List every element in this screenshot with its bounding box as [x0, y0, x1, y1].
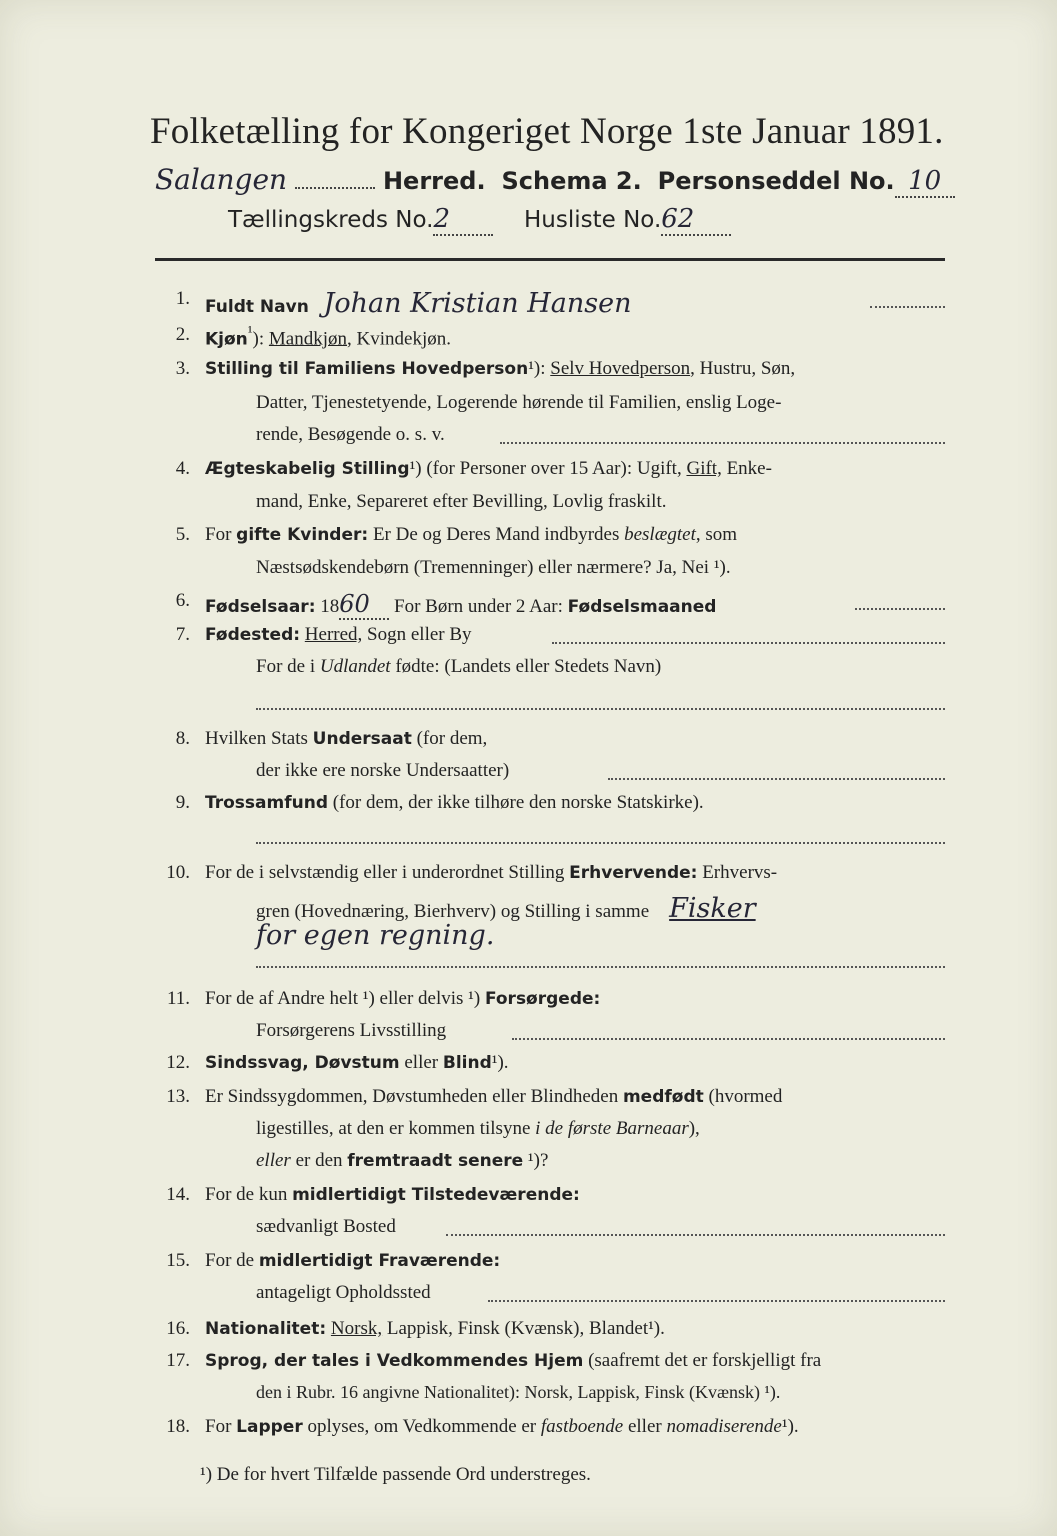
footnote: ¹) De for hvert Tilfælde passende Ord understreges.	[200, 1464, 591, 1485]
herred-label: Herred.	[382, 167, 486, 195]
personseddel-label: Personseddel No.	[657, 167, 895, 195]
sup-mark: ¹	[247, 324, 253, 341]
item-2-label: Kjøn	[205, 329, 248, 350]
item-4-label: Ægteskabelig Stilling	[205, 459, 410, 479]
item-text: i de første Barneaar	[535, 1118, 689, 1139]
item-10-label: Erhvervende:	[569, 863, 698, 883]
item-text: er den	[290, 1150, 348, 1171]
herred-value: Salangen	[155, 163, 288, 196]
item-2-selected: Mandkjøn	[268, 328, 348, 350]
item-text: 18	[315, 596, 340, 617]
item-11-line	[205, 988, 600, 1010]
item-number: 2.	[175, 324, 190, 345]
item-17-line2: den i Rubr. 16 angivne Nationalitet): Norsk, Lappisk, Finsk (Kvænsk) ¹).	[256, 1382, 781, 1402]
item-7-line	[205, 624, 472, 646]
item-12-line	[205, 1052, 509, 1074]
item-4-line2: mand, Enke, Separeret efter Bevilling, Lovlig fraskilt.	[256, 491, 667, 512]
item-number: 17.	[166, 1350, 190, 1371]
item-text: , Kvindekjøn.	[347, 328, 451, 350]
item-number: 7.	[175, 624, 190, 645]
item-13-label: medfødt	[622, 1087, 704, 1107]
kreds-value: 2	[433, 204, 493, 236]
fill-line	[256, 842, 945, 844]
item-text: Hvilken Stats	[205, 728, 313, 749]
item-text: Enke-	[721, 458, 772, 479]
item-9-label: Trossamfund	[205, 793, 328, 813]
item-13-line	[205, 1086, 782, 1108]
form-title: Folketælling for Kongeriget Norge 1ste Januar 1891.	[150, 111, 944, 152]
fill-line	[608, 778, 945, 780]
item-14-label: midlertidigt Tilstedeværende:	[292, 1185, 580, 1205]
item-text: Erhvervs-	[697, 862, 778, 883]
item-text: ¹).	[781, 1416, 799, 1437]
fill-line	[870, 306, 945, 308]
item-number: 5.	[175, 524, 190, 545]
item-text: eller	[256, 1150, 291, 1171]
item-3-line	[205, 358, 795, 380]
item-16-line	[205, 1318, 665, 1340]
item-number: 18.	[166, 1416, 190, 1437]
item-text: ),	[688, 1118, 700, 1139]
item-2-line	[205, 324, 451, 350]
husliste-value: 62	[661, 204, 731, 236]
item-4-selected: Gift,	[686, 458, 722, 479]
fill-line	[552, 642, 945, 644]
item-text: Sogn eller By	[362, 624, 472, 645]
fill-line	[488, 1300, 945, 1302]
item-number: 6.	[175, 590, 190, 611]
item-text: Udlandet	[319, 656, 391, 677]
fill-line	[500, 442, 945, 444]
item-text: eller	[399, 1052, 443, 1073]
item-text: For de af Andre helt ¹) eller delvis ¹)	[205, 988, 485, 1009]
item-number: 1.	[175, 288, 190, 309]
item-10-line	[205, 862, 777, 884]
item-8-line	[205, 728, 487, 750]
item-6-label2: Fødselsmaaned	[567, 597, 717, 617]
item-number: 3.	[175, 358, 190, 379]
item-number: 14.	[166, 1184, 190, 1205]
kreds-label: Tællingskreds No.	[228, 207, 434, 233]
item-3-line2: Datter, Tjenestetyende, Logerende hørende til Familien, enslig Loge-	[256, 392, 782, 413]
kreds-row	[228, 204, 928, 244]
item-14-line	[205, 1184, 580, 1206]
item-13-line2	[256, 1118, 700, 1140]
item-15-label: midlertidigt Fraværende:	[258, 1251, 501, 1271]
item-1-label: Fuldt Navn	[205, 297, 309, 317]
item-number: 11.	[166, 988, 190, 1009]
item-text: (hvormed	[703, 1086, 783, 1107]
schema-label: Schema 2.	[501, 167, 642, 195]
item-text: Er Sindssygdommen, Døvstumheden eller Blindheden	[205, 1086, 623, 1107]
item-text: ):	[252, 328, 269, 350]
fill-line	[512, 1038, 945, 1040]
item-text: For	[205, 524, 237, 545]
item-text: Er De og Deres Mand indbyrdes	[368, 524, 625, 545]
item-5-line2: Næstsødskendebørn (Tremenninger) eller nærmere? Ja, Nei ¹).	[256, 557, 731, 578]
item-10-value2: for egen regning.	[256, 920, 495, 951]
item-1-line	[205, 288, 631, 319]
item-text: (for dem, der ikke tilhøre den norske Statskirke).	[327, 792, 704, 813]
item-12-label: Sindssvag, Døvstum	[205, 1053, 400, 1073]
item-8-label: Undersaat	[312, 729, 412, 749]
item-17-label: Sprog, der tales i Vedkommendes Hjem	[205, 1351, 584, 1371]
herred-row	[155, 163, 955, 203]
item-12-label2: Blind	[442, 1053, 492, 1073]
item-1-value: Johan Kristian Hansen	[323, 288, 632, 319]
item-text: For de i	[256, 656, 320, 677]
item-text: (for dem,	[411, 728, 488, 749]
item-8-line2: der ikke ere norske Undersaatter)	[256, 760, 510, 781]
item-text: For de	[205, 1250, 259, 1271]
item-3-label: Stilling til Familiens Hovedperson	[205, 359, 529, 379]
item-7-line2	[256, 656, 661, 678]
husliste-label: Husliste No.	[523, 207, 662, 233]
item-number: 9.	[175, 792, 190, 813]
item-number: 15.	[166, 1250, 190, 1271]
item-9-line	[205, 792, 704, 814]
item-number: 10.	[166, 862, 190, 883]
item-text: ¹).	[491, 1052, 509, 1073]
item-7-selected: Herred,	[304, 624, 363, 645]
item-3-line3: rende, Besøgende o. s. v.	[256, 424, 445, 445]
item-6-line	[205, 590, 716, 620]
item-15-line	[205, 1250, 500, 1272]
fill-line	[855, 608, 945, 610]
item-text: , Hustru, Søn,	[690, 358, 796, 379]
item-number: 13.	[166, 1086, 190, 1107]
item-text: ¹):	[528, 358, 551, 379]
item-text: For	[205, 1416, 237, 1437]
item-7-label: Fødested:	[205, 625, 301, 645]
item-number: 8.	[175, 728, 190, 749]
item-text: gren (Hovednæring, Bierhverv) og Stilling i samme	[256, 901, 650, 922]
item-text: ¹)?	[523, 1150, 549, 1171]
item-13-line3	[256, 1150, 548, 1172]
personseddel-value: 10	[895, 166, 955, 198]
herred-dots	[295, 187, 375, 189]
item-text: (saafremt det er forskjelligt fra	[583, 1350, 822, 1371]
item-6-value: 60	[339, 590, 389, 620]
item-4-line	[205, 458, 772, 480]
item-15-line2: antageligt Opholdssted	[256, 1282, 431, 1303]
item-number: 12.	[166, 1052, 190, 1073]
item-text: For de kun	[205, 1184, 293, 1205]
item-17-line	[205, 1350, 821, 1372]
item-text: ligestilles, at den er kommen tilsyne	[256, 1118, 536, 1139]
item-text: beslægtet	[624, 524, 696, 545]
header-rule	[155, 258, 945, 261]
item-text: eller	[623, 1416, 667, 1437]
item-text: fastboende	[540, 1416, 624, 1437]
item-6-label: Fødselsaar:	[205, 597, 316, 617]
item-10-value: Fisker	[669, 893, 756, 924]
item-text: For Børn under 2 Aar:	[389, 596, 568, 617]
item-16-label: Nationalitet:	[205, 1319, 327, 1339]
item-5-line	[205, 524, 737, 546]
fill-line	[446, 1234, 945, 1236]
item-text: nomadiserende	[666, 1416, 782, 1437]
item-5-label: gifte Kvinder:	[236, 525, 369, 545]
item-18-line	[205, 1416, 799, 1438]
item-16-selected: Norsk,	[330, 1318, 383, 1339]
item-text: fødte: (Landets eller Stedets Navn)	[390, 656, 662, 677]
item-text: , som	[695, 524, 738, 545]
item-number: 16.	[166, 1318, 190, 1339]
item-11-label: Forsørgede:	[484, 989, 601, 1009]
item-14-line2: sædvanligt Bosted	[256, 1216, 396, 1237]
item-text: ¹) (for Personer over 15 Aar): Ugift,	[409, 458, 687, 479]
item-11-line2: Forsørgerens Livsstilling	[256, 1020, 447, 1041]
item-18-label: Lapper	[236, 1417, 303, 1437]
item-text: oplyses, om Vedkommende er	[302, 1416, 541, 1437]
item-text: Lappisk, Finsk (Kvænsk), Blandet¹).	[382, 1318, 665, 1339]
item-number: 4.	[175, 458, 190, 479]
item-3-selected: Selv Hovedperson	[550, 358, 691, 379]
item-13-label2: fremtraadt senere	[347, 1151, 524, 1171]
fill-line	[256, 966, 945, 968]
item-text: For de i selvstændig eller i underordnet Stilling	[205, 862, 570, 883]
fill-line	[256, 708, 945, 710]
